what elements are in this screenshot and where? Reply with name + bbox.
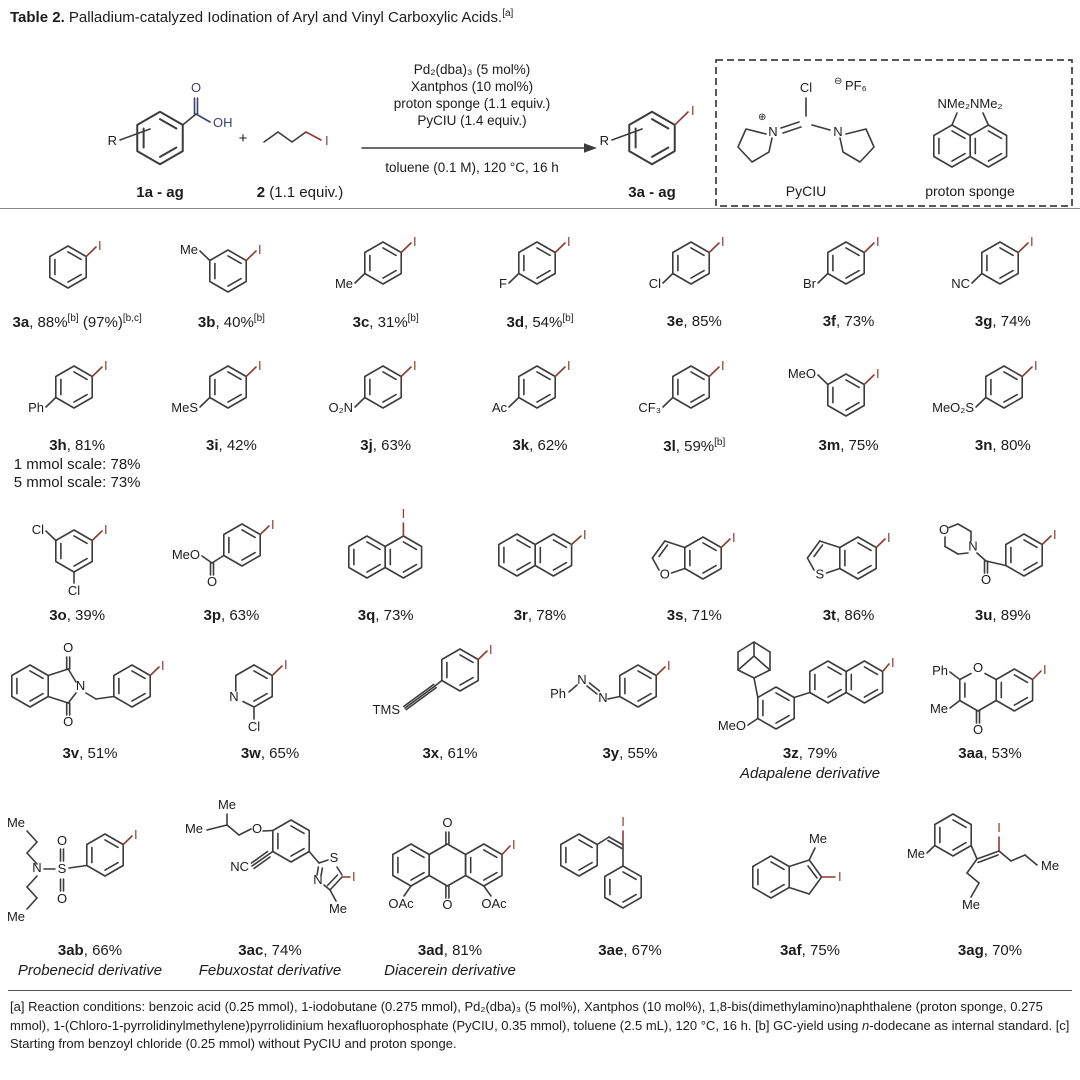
r-group-label: R	[107, 133, 117, 148]
compound-3f	[774, 217, 924, 332]
compound-3ac	[181, 791, 359, 980]
atom-label: MeO	[717, 717, 746, 733]
structure-3e	[619, 217, 769, 312]
iodine-label: I	[1052, 527, 1057, 542]
structure-3f	[774, 217, 924, 312]
compound-caption: 3aa, 53%	[958, 744, 1022, 762]
iodobutane-structure	[257, 132, 343, 201]
compound-3ad	[361, 791, 539, 980]
atom-label: N	[968, 538, 978, 554]
atom-label: N	[598, 689, 608, 705]
atom-label: O	[56, 891, 68, 906]
compound-3i	[156, 341, 306, 456]
iodine-label: I	[258, 357, 263, 373]
atom-label: Ph	[28, 399, 45, 415]
atom-label: S	[329, 850, 339, 865]
atom-label: NC	[230, 859, 249, 874]
atom-label: TMS	[372, 701, 400, 717]
compound-caption: 3j, 63%	[360, 436, 412, 454]
product-grid-row-1	[0, 209, 1080, 333]
iodine-label: I	[412, 234, 417, 249]
compound-3j	[311, 341, 461, 456]
reactant1-label: 1a - ag	[136, 184, 184, 201]
compound-caption: 3t, 86%	[822, 607, 875, 624]
atom-label: Me	[328, 901, 348, 916]
n-plus-label: N	[768, 124, 778, 139]
minus-charge-icon: ⊖	[834, 76, 843, 87]
table-number: Table 2.	[10, 9, 65, 26]
iodine-label: I	[582, 527, 587, 542]
compound-3aa	[900, 634, 1080, 764]
pyciu-label: PyCIU	[785, 183, 827, 199]
compound-3c	[311, 217, 461, 333]
iodine-label: I	[1033, 357, 1038, 373]
iodine-label: I	[258, 242, 263, 257]
atom-label: Cl	[68, 583, 81, 598]
atom-label: N	[313, 872, 323, 887]
atom-label: Me	[6, 815, 25, 830]
iodine-label: I	[732, 530, 736, 545]
compound-caption: 3b, 40%[b]	[197, 313, 265, 331]
structure-3ac	[181, 791, 359, 941]
footnote-ref-a: [a]	[502, 8, 514, 19]
structure-3af	[721, 791, 899, 941]
structure-3m	[774, 341, 924, 436]
iodine-label: I	[1043, 661, 1047, 677]
iodine-label: I	[566, 234, 571, 249]
compound-3l	[619, 341, 769, 457]
plus-sign: +	[238, 130, 248, 147]
iodine-label: I	[997, 820, 1001, 835]
product-grid-row-3	[0, 493, 1080, 626]
atom-label: Me	[184, 821, 203, 836]
iodine-label: I	[284, 656, 288, 672]
structure-3a	[2, 217, 152, 312]
compound-caption: 3ag, 70%	[957, 942, 1023, 959]
atom-label: O	[63, 713, 74, 729]
compound-caption: 3z, 79% Adapalene derivative	[739, 744, 881, 782]
compound-3v	[0, 634, 180, 764]
cl-label: Cl	[799, 80, 813, 95]
r-group-label: R	[599, 133, 609, 148]
atom-label: N	[577, 671, 587, 687]
compound-caption: 3w, 65%	[240, 744, 300, 762]
reactant2-label: 2 (1.1 equiv.)	[256, 184, 344, 201]
atom-label: MeO	[172, 547, 201, 562]
compound-3u	[928, 501, 1078, 626]
atom-label: Cl	[31, 522, 45, 537]
structure-3r	[465, 501, 615, 606]
iodine-label: I	[104, 357, 108, 373]
compound-caption: 3i, 42%	[205, 436, 257, 454]
compound-3y	[540, 634, 720, 764]
atom-label: Me	[808, 831, 828, 846]
compound-caption: 3q, 73%	[357, 607, 414, 624]
atom-label: Me	[217, 797, 237, 812]
table-title	[0, 0, 1080, 26]
atom-label: O	[972, 721, 984, 737]
footnote: [a] Reaction conditions: benzoic acid (0.25 mmol), 1-iodobutane (0.275 mmol), Pd₂(dba)₃ (5 mol%), Xantphos (10 mol%), 1,8-bis(dimethylamino)naphthalene (proton sponge, 0.275 mmol), 1-(Chloro-1-pyrrolidinylmethylene)pyrrolidinium hexafluorophosphate (PyCIU, 0.35 mmol), toluene (2.5 mL), 120 °C, 16 h. [b] GC-yield using n-dodecane as internal standard. [c] Starting from benzoyl chloride (0.25 mmol) without PyCIU and proton sponge.	[8, 990, 1072, 1053]
compound-caption: 3x, 61%	[422, 744, 478, 762]
proton-sponge-structure	[925, 96, 1015, 199]
structure-3t	[774, 501, 924, 606]
atom-label: MeS	[171, 399, 199, 415]
product-label: 3a - ag	[628, 184, 676, 201]
compound-caption: 3ae, 67%	[598, 942, 662, 959]
structure-3y	[540, 634, 720, 744]
atom-label: O₂N	[328, 399, 353, 415]
compound-caption: 3m, 75%	[818, 436, 879, 454]
atom-label: Me	[906, 846, 925, 861]
atom-label: O	[63, 639, 74, 655]
iodine-label: I	[1029, 234, 1034, 249]
hydroxyl-label: OH	[213, 115, 233, 130]
iodine-label: I	[98, 238, 102, 253]
compound-caption: 3f, 73%	[822, 313, 875, 330]
compound-3w	[180, 634, 360, 764]
iodine-label: I	[512, 837, 516, 852]
structure-3p	[156, 501, 306, 606]
compound-3t	[774, 501, 924, 626]
atom-label: Ph	[550, 685, 566, 701]
atom-label: OAc	[388, 896, 414, 911]
compound-caption: 3p, 63%	[203, 607, 260, 624]
compound-3z	[717, 634, 900, 783]
atom-label: N	[75, 677, 86, 693]
structure-3ad	[361, 791, 539, 941]
compound-3ae	[541, 791, 719, 961]
condition-below: toluene (0.1 M), 120 °C, 16 h	[385, 160, 559, 175]
atom-label: O	[442, 815, 453, 830]
structure-3x	[360, 634, 540, 744]
compound-caption: 3l, 59%[b]	[663, 436, 726, 455]
compound-3p	[156, 501, 306, 626]
compound-3b	[156, 217, 306, 333]
atom-label: Cl	[247, 718, 261, 734]
atom-label: MeO₂S	[931, 399, 974, 415]
proton-sponge-label: proton sponge	[925, 183, 1015, 199]
atom-label: Me	[1041, 858, 1060, 873]
compound-3af	[721, 791, 899, 961]
compound-3a	[2, 217, 152, 333]
table-caption-text: Palladium-catalyzed Iodination of Aryl and Vinyl Carboxylic Acids.	[64, 9, 503, 26]
iodine-label: I	[352, 869, 356, 884]
compound-caption: 3v, 51%	[62, 744, 118, 762]
compound-3k	[465, 341, 615, 456]
nme2-label: NMe₂NMe₂	[937, 96, 1003, 111]
atom-label: Me	[334, 276, 353, 291]
iodine-label: I	[271, 517, 276, 532]
reaction-arrow	[362, 62, 597, 175]
atom-label: O	[660, 566, 671, 582]
atom-label: O	[938, 522, 949, 537]
pyciu-structure	[738, 76, 874, 199]
compound-caption: 3n, 80%	[974, 436, 1031, 454]
iodine-label: I	[721, 234, 725, 249]
condition-line: PyCIU (1.4 equiv.)	[417, 113, 527, 128]
atom-label: OAc	[481, 896, 507, 911]
compound-caption: 3g, 74%	[974, 313, 1031, 330]
iodine-label: I	[401, 506, 405, 521]
product-grid-row-2	[0, 333, 1080, 493]
structure-3b	[156, 217, 306, 312]
atom-label: S	[815, 566, 824, 582]
compound-3n	[928, 341, 1078, 456]
atom-label: Cl	[648, 276, 662, 291]
iodine-label: I	[721, 357, 725, 373]
compound-3g	[928, 217, 1078, 332]
atom-label: O	[207, 574, 218, 589]
structure-3g	[928, 217, 1078, 312]
plus-charge-icon: ⊕	[758, 112, 767, 123]
structure-3o	[2, 501, 152, 606]
condition-line: proton sponge (1.1 equiv.)	[393, 96, 551, 111]
iodine-label: I	[891, 654, 895, 670]
benzoic-acid-structure	[108, 80, 233, 201]
atom-label: N	[32, 860, 42, 875]
product-grid-row-5	[0, 783, 1080, 980]
compound-caption: 3a, 88%[b] (97%)[b,c]	[12, 313, 142, 331]
compound-3m	[774, 341, 924, 456]
compound-caption: 3u, 89%	[974, 607, 1031, 624]
atom-label: N	[229, 688, 239, 704]
compound-3ab	[1, 791, 179, 980]
structure-3s	[619, 501, 769, 606]
structure-3l	[619, 341, 769, 436]
n-label: N	[833, 124, 843, 139]
compound-3d	[465, 217, 615, 333]
atom-label: Me	[929, 700, 948, 716]
compound-caption: 3ac, 74% Febuxostat derivative	[198, 942, 342, 979]
atom-label: S	[57, 861, 67, 876]
iodine-label: I	[566, 357, 571, 373]
structure-3u	[928, 501, 1078, 606]
compound-3ag	[901, 791, 1079, 961]
reaction-scheme-section	[0, 26, 1080, 209]
iodine-label: I	[691, 103, 695, 118]
iodine-label: I	[104, 522, 108, 537]
compound-3r	[465, 501, 615, 626]
iodine-label: I	[325, 133, 329, 148]
atom-label: O	[56, 833, 68, 848]
atom-label: Ph	[932, 662, 948, 678]
carbonyl-o-label: O	[190, 80, 202, 95]
reagent-box	[716, 60, 1072, 206]
atom-label: Me	[180, 242, 199, 257]
pf6-label: PF₆	[845, 78, 867, 93]
aryl-iodide-product-structure	[600, 103, 695, 201]
iodine-label: I	[886, 530, 891, 545]
atom-label: Ac	[491, 399, 507, 415]
atom-label: O	[980, 572, 991, 587]
atom-label: Br	[802, 276, 816, 291]
structure-3aa	[900, 634, 1080, 744]
atom-label: Me	[961, 897, 981, 912]
iodine-label: I	[489, 641, 493, 657]
structure-3i	[156, 341, 306, 436]
reaction-scheme	[0, 26, 1080, 206]
structure-3w	[180, 634, 360, 744]
iodine-label: I	[134, 827, 138, 842]
atom-label: F	[499, 276, 507, 291]
compound-caption: 3o, 39%	[49, 607, 106, 624]
atom-label: O	[442, 897, 453, 912]
compound-caption: 3d, 54%[b]	[506, 313, 574, 331]
compound-3q	[311, 501, 461, 626]
product-grid-row-4	[0, 626, 1080, 783]
structure-3ae	[541, 791, 719, 941]
compound-3h	[2, 341, 152, 493]
structure-3z	[717, 634, 900, 744]
condition-line: Pd₂(dba)₃ (5 mol%)	[413, 62, 531, 77]
structure-3q	[311, 501, 461, 606]
structure-3k	[465, 341, 615, 436]
atom-label: NC	[951, 276, 970, 291]
compound-caption: 3s, 71%	[666, 607, 722, 624]
condition-line: Xantphos (10 mol%)	[410, 79, 534, 94]
structure-3h	[2, 341, 152, 436]
structure-3ag	[901, 791, 1079, 941]
atom-label: MeO	[787, 365, 816, 381]
iodine-label: I	[667, 657, 671, 673]
structure-3j	[311, 341, 461, 436]
compound-caption: 3y, 55%	[602, 744, 658, 762]
compound-caption: 3c, 31%[b]	[352, 313, 419, 331]
compound-caption: 3e, 85%	[666, 313, 722, 330]
compound-3o	[2, 501, 152, 626]
iodine-label: I	[838, 869, 842, 884]
compound-3x	[360, 634, 540, 764]
iodine-label: I	[161, 657, 165, 673]
atom-label: O	[251, 821, 263, 836]
compound-caption: 3af, 75%	[779, 942, 841, 959]
compound-caption: 3r, 78%	[513, 607, 567, 624]
atom-label: CF₃	[638, 399, 662, 415]
compound-3s	[619, 501, 769, 626]
iodine-label: I	[621, 814, 625, 829]
compound-caption: 3ad, 81% Diacerein derivative	[384, 942, 516, 979]
structure-3v	[0, 634, 180, 744]
iodine-label: I	[412, 357, 417, 373]
compound-caption: 3h, 81% 1 mmol scale: 78% 5 mmol scale: 73%	[13, 436, 141, 492]
structure-3n	[928, 341, 1078, 436]
structure-3c	[311, 217, 461, 312]
atom-label: O	[972, 659, 984, 675]
atom-label: Me	[6, 909, 25, 924]
structure-3ab	[1, 791, 179, 941]
compound-3e	[619, 217, 769, 332]
compound-caption: 3k, 62%	[512, 436, 568, 454]
structure-3d	[465, 217, 615, 312]
iodine-label: I	[875, 234, 880, 249]
compound-caption: 3ab, 66% Probenecid derivative	[17, 942, 163, 979]
iodine-label: I	[875, 365, 880, 381]
